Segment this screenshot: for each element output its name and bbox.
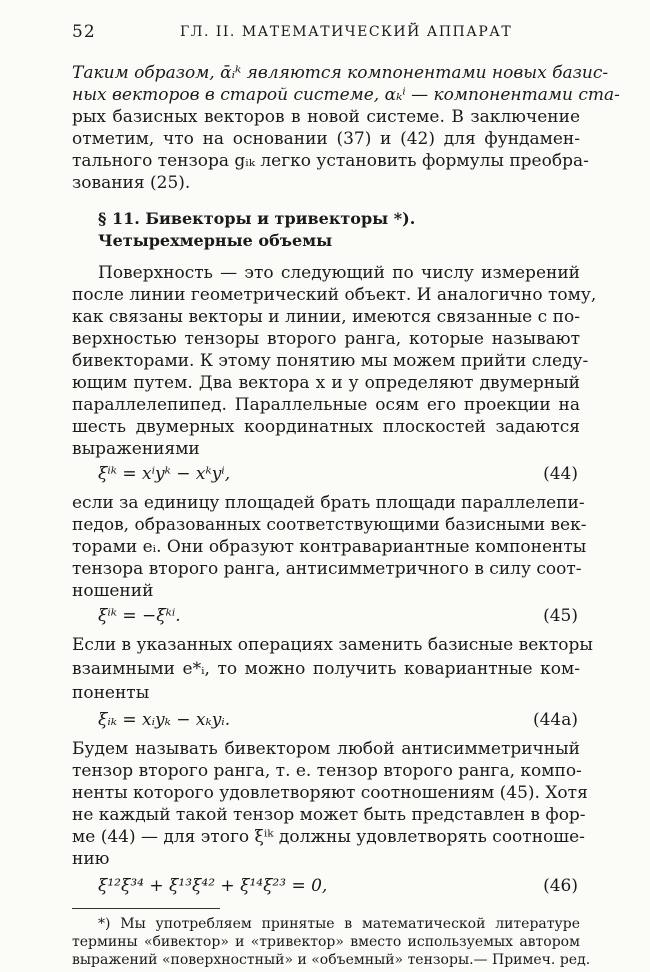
text-line: педов, образованных соответствующими базисными век- — [72, 515, 587, 535]
equation-44: ξⁱᵏ = xⁱyᵏ − xᵏyⁱ, — [98, 464, 231, 484]
text-line: зования (25). — [72, 173, 191, 193]
text-line: Поверхность — это следующий по числу измерений — [98, 263, 580, 283]
text-line: Таким образом, ᾱᵢᵏ являются компонентами новых базис- — [72, 63, 609, 83]
text-line: тензора второго ранга, антисимметричного в силу соот- — [72, 559, 582, 579]
text-line: ношений — [72, 581, 154, 601]
text-line: ме (44) — для этого ξⁱᵏ должны удовлетворять соотноше- — [72, 827, 585, 847]
text-line: тензор второго ранга, т. е. тензор второго ранга, компо- — [72, 761, 582, 781]
text-line: ненты которого удовлетворяют соотношениям (45). Хотя — [72, 783, 588, 803]
equation-number: (44) — [543, 464, 578, 484]
text-line: рых базисных векторов в новой системе. В заключение — [72, 107, 580, 127]
text-line: поненты — [72, 683, 150, 703]
text-line: отметим, что на основании (37) и (42) для фундамен- — [72, 129, 580, 149]
text-line: взаимными e*ᵢ, то можно получить ковариантные ком- — [72, 659, 580, 679]
equation-46: ξ¹²ξ³⁴ + ξ¹³ξ⁴² + ξ¹⁴ξ²³ = 0, — [98, 876, 328, 896]
text-line: тального тензора gᵢₖ легко установить формулы преобра- — [72, 151, 589, 171]
text-line: бивекторами. К этому понятию мы можем прийти следу- — [72, 351, 589, 371]
text-line: шесть двумерных координатных плоскостей задаются — [72, 417, 580, 437]
section-subheading: Четырехмерные объемы — [98, 231, 333, 250]
equation-number: (46) — [543, 876, 578, 896]
text-line: Будем называть бивектором любой антисимметричный — [72, 739, 580, 759]
text-line: торами eᵢ. Они образуют контравариантные компоненты — [72, 537, 587, 557]
footnote-line: *) Мы употребляем принятые в математической литературе — [98, 916, 580, 932]
text-line: как связаны векторы и линии, имеются связанные с по- — [72, 307, 580, 327]
footnote-rule — [72, 908, 220, 909]
text-line: не каждый такой тензор может быть представлен в фор- — [72, 805, 586, 825]
text-line: после линии геометрический объект. И аналогично тому, — [72, 285, 597, 305]
text-line: выражениями — [72, 439, 200, 459]
equation-44a: ξᵢₖ = xᵢyₖ − xₖyᵢ. — [98, 710, 231, 730]
equation-number: (44a) — [532, 710, 578, 730]
footnote-line: термины «бивектор» и «тривектор» вместо используемых автором — [72, 934, 580, 950]
text-line: нию — [72, 849, 110, 869]
text-line: ющим путем. Два вектора x и y определяют двумерный — [72, 373, 580, 393]
page-header — [72, 22, 578, 44]
running-title: ГЛ. II. МАТЕМАТИЧЕСКИЙ АППАРАТ — [180, 24, 513, 40]
equation-number: (45) — [543, 606, 578, 626]
section-heading: § 11. Бивекторы и тривекторы *). — [98, 209, 416, 228]
page-number: 52 — [72, 22, 96, 42]
text-line: параллелепипед. Параллельные осям его проекции на — [72, 395, 580, 415]
text-line: ных векторов в старой системе, αₖⁱ — компонентами ста- — [72, 85, 620, 105]
text-line: если за единицу площадей брать площади параллелепи- — [72, 493, 585, 513]
text-line: Если в указанных операциях заменить базисные векторы — [72, 635, 593, 655]
footnote-line: выражений «поверхностный» и «объемный» тензоры.— Примеч. ред. — [72, 952, 591, 968]
equation-45: ξⁱᵏ = −ξᵏⁱ. — [98, 606, 181, 626]
text-line: верхностью тензоры второго ранга, которые называют — [72, 329, 580, 349]
